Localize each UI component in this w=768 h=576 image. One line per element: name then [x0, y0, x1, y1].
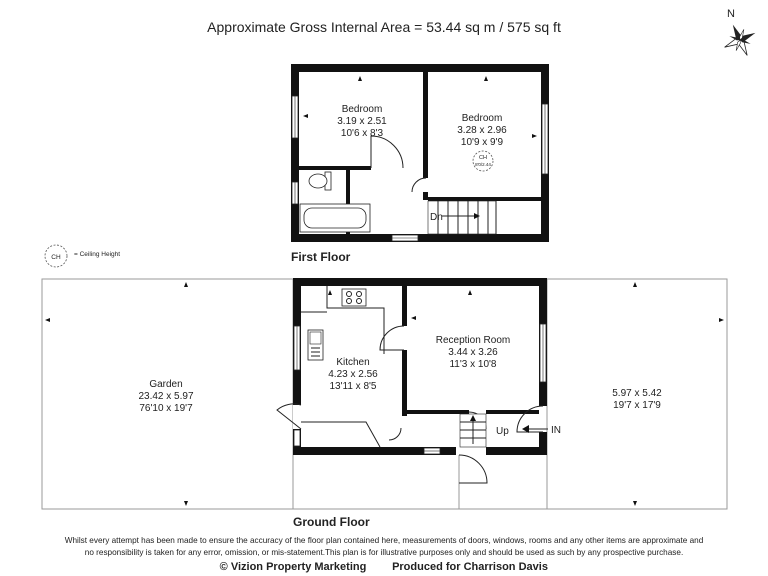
footer-copyright: © Vizion Property Marketing: [219, 561, 367, 573]
legend-symbol: CH: [51, 254, 61, 261]
garden-left-imperial: 76'10 x 19'7: [139, 403, 193, 414]
bedroom-2-metric: 3.28 x 2.96: [457, 125, 507, 136]
bedroom-1-name: Bedroom: [341, 104, 383, 115]
kitchen-name: Kitchen: [336, 357, 370, 368]
ceiling-height-value: 8'0/2.44: [475, 162, 491, 167]
garden-right-metric: 5.97 x 5.42: [612, 388, 662, 399]
garden-right-imperial: 19'7 x 17'9: [613, 400, 661, 411]
stairs-down-label: Dn: [430, 212, 443, 223]
first-floor-stairs: [428, 201, 496, 234]
ground-floor-label: Ground Floor: [293, 515, 370, 529]
stairs-up-label: Up: [496, 426, 509, 437]
garden-left-metric: 23.42 x 5.97: [138, 391, 194, 402]
ceiling-height-legend: [45, 245, 120, 267]
bedroom-1-imperial: 10'6 x 8'3: [340, 128, 384, 139]
hob-icon: [342, 289, 366, 306]
gross-area-title: Approximate Gross Internal Area = 53.44 sq m / 575 sq ft: [207, 19, 561, 35]
compass-rose-icon: [717, 8, 762, 63]
disclaimer-line-2: no responsibility is taken for any error, omission, or mis-statement.This plan is for illustrative purposes only and should be used as such by any prospective purchase.: [84, 548, 684, 557]
ground-floor-stairs: [460, 414, 509, 447]
bedroom-2-imperial: 10'9 x 9'9: [460, 137, 504, 148]
reception-imperial: 11'3 x 10'8: [449, 359, 497, 370]
reception-metric: 3.44 x 3.26: [448, 347, 498, 358]
kitchen-imperial: 13'11 x 8'5: [329, 381, 377, 392]
reception-name: Reception Room: [435, 335, 511, 346]
entrance-label: IN: [551, 425, 561, 436]
bedroom-1-metric: 3.19 x 2.51: [337, 116, 387, 127]
first-floor-plan: [291, 64, 549, 242]
bathtub-icon: [300, 204, 370, 232]
disclaimer-line-1: Whilst every attempt has been made to ensure the accuracy of the floor plan contained here, measurements of doors, windows, rooms and any other items are approximate and: [64, 536, 704, 545]
ground-floor-plan: [42, 278, 727, 509]
kitchen-metric: 4.23 x 2.56: [328, 369, 378, 380]
first-floor-label: First Floor: [291, 250, 351, 264]
north-label: N: [727, 8, 735, 20]
toilet-icon: [309, 172, 331, 190]
footer-produced: Produced for Charrison Davis: [392, 561, 548, 573]
legend-text: = Ceiling Height: [74, 251, 121, 258]
garden-left-name: Garden: [149, 379, 183, 390]
ceiling-height-symbol: CH: [479, 155, 487, 161]
bedroom-2-name: Bedroom: [461, 113, 503, 124]
sink-icon: [308, 330, 323, 360]
ceiling-height-marker: [473, 151, 493, 171]
